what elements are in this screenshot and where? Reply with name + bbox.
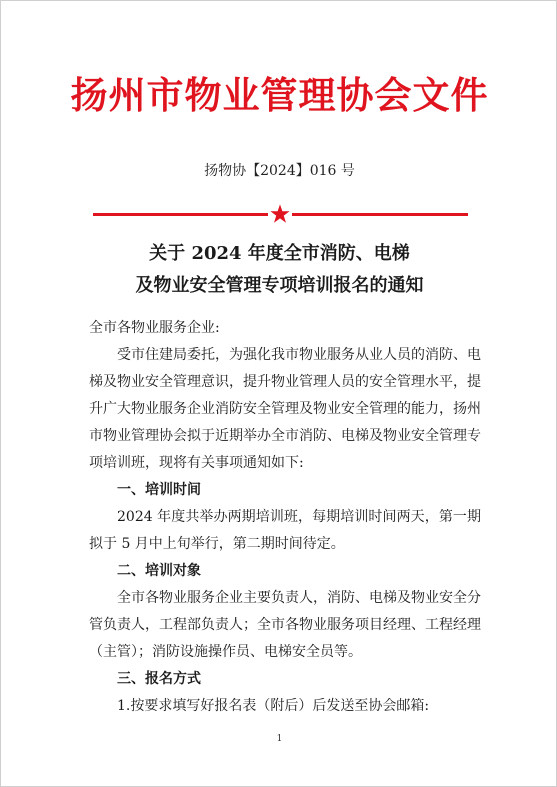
section-heading-training-time: 一、培训时间 (117, 482, 201, 498)
section-text-training-time: 2024 年度共举办两期培训班，每期培训时间两天，第一期拟于 5 月中上旬举行，第二期时间待定。 (89, 509, 481, 552)
salutation: 全市各物业服务企业: (89, 320, 220, 336)
section-heading-training-target: 二、培训对象 (117, 563, 201, 579)
intro-paragraph: 受市住建局委托，为强化我市物业服务从业人员的消防、电梯及物业安全管理意识，提升物业管理人员的安全管理水平，提升广大物业服务企业消防安全管理及物业安全管理的能力，扬州市物业管理协会拟于近期举办全市消防、电梯及物业安全管理专项培训班，现将有关事项通知如下: (89, 347, 481, 471)
section-text-training-target: 全市各物业服务企业主要负责人，消防、电梯及物业安全分管负责人，工程部负责人；全市各物业服务项目经理、工程经理（主管）；消防设施操作员、电梯安全员等。 (89, 590, 481, 660)
document-header-title: 扬州市物业管理协会文件 (70, 73, 489, 117)
page-number: 1 (276, 734, 283, 744)
notice-title-line-2: 及物业安全管理专项培训报名的通知 (135, 275, 424, 296)
notice-title-line-1: 关于 2024 年度全市消防、电梯 (149, 243, 410, 264)
header-divider-left (93, 213, 268, 216)
registration-item-1: 1.按要求填写好报名表（附后）后发送至协会邮箱: (117, 698, 430, 714)
section-heading-registration: 三、报名方式 (117, 671, 201, 687)
document-number: 扬物协【2024】016 号 (204, 163, 355, 179)
star-icon (269, 203, 291, 225)
header-divider-right (292, 213, 468, 216)
